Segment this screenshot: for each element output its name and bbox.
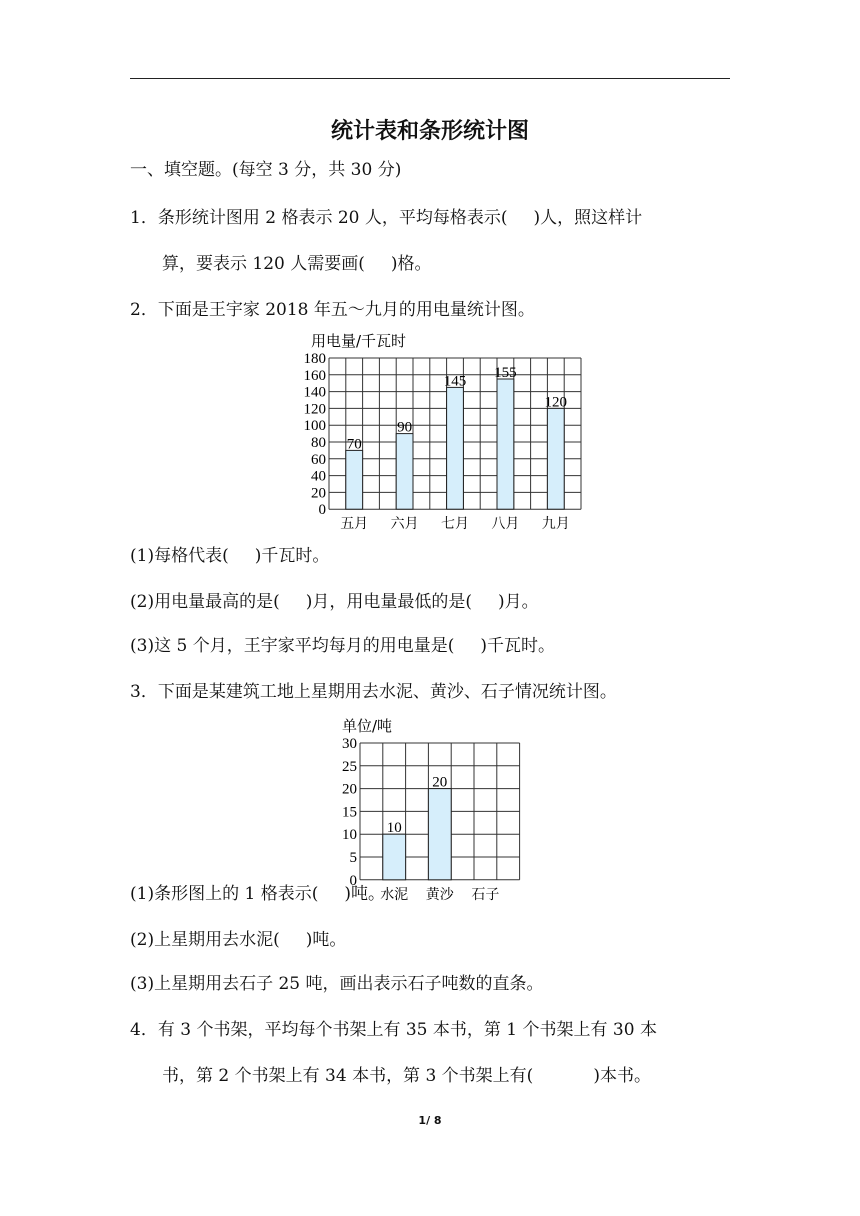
y-tick-label: 40 xyxy=(311,468,326,485)
y-tick-label: 180 xyxy=(303,351,326,367)
y-tick-label: 160 xyxy=(303,367,326,384)
question-4-line-2: 书，第 2 个书架上有 34 本书，第 3 个书架上有( )本书。 xyxy=(162,1066,651,1086)
y-axis-label: 用电量/千瓦时 xyxy=(311,332,407,350)
y-tick-label: 20 xyxy=(342,781,357,798)
y-tick-label: 25 xyxy=(342,758,357,775)
y-axis-label: 单位/吨 xyxy=(342,717,393,735)
question-1-line-2: 算，要表示 120 人需要画( )格。 xyxy=(162,254,432,274)
electricity-bar-chart xyxy=(270,328,590,532)
data-label: 90 xyxy=(397,419,413,436)
category-label: 石子 xyxy=(471,886,500,903)
page-number: 1/ 8 xyxy=(418,1114,442,1127)
y-tick-label: 10 xyxy=(342,827,357,844)
data-label: 70 xyxy=(346,436,362,453)
question-3-sub-2: (2)上星期用去水泥( )吨。 xyxy=(130,930,347,950)
section-heading: 一、填空题。(每空 3 分，共 30 分) xyxy=(130,160,402,180)
question-2-sub-3: (3)这 5 个月，王宇家平均每月的用电量是( )千瓦时。 xyxy=(130,636,555,656)
data-label: 10 xyxy=(386,820,402,837)
data-label: 120 xyxy=(544,394,568,411)
bar xyxy=(497,379,514,509)
y-tick-label: 5 xyxy=(349,850,357,866)
y-tick-label: 80 xyxy=(311,435,326,451)
y-tick-label: 0 xyxy=(349,872,357,889)
y-tick-label: 60 xyxy=(311,451,326,468)
question-1-line-1: 1．条形统计图用 2 格表示 20 人，平均每格表示( )人，照这样计 xyxy=(130,208,643,228)
data-label: 20 xyxy=(432,774,448,791)
category-label: 七月 xyxy=(441,516,469,533)
question-number: 2． xyxy=(130,300,158,320)
bar xyxy=(383,834,406,880)
bar xyxy=(428,789,451,880)
bar xyxy=(396,434,413,510)
category-label: 六月 xyxy=(390,516,419,533)
materials-bar-chart xyxy=(320,712,530,903)
bar xyxy=(547,408,564,509)
y-tick-label: 30 xyxy=(342,736,357,752)
question-number: 3． xyxy=(130,682,158,702)
question-2-sub-2: (2)用电量最高的是( )月，用电量最低的是( )月。 xyxy=(130,592,539,612)
y-tick-label: 120 xyxy=(303,401,326,418)
y-tick-label: 15 xyxy=(342,804,357,821)
question-number: 1． xyxy=(130,208,158,228)
category-label: 五月 xyxy=(340,516,369,533)
category-label: 黄沙 xyxy=(425,886,454,903)
page-title: 统计表和条形统计图 xyxy=(330,119,529,144)
question-4-line-1: 4．有 3 个书架，平均每个书架上有 35 本书，第 1 个书架上有 30 本 xyxy=(130,1020,657,1040)
data-label: 155 xyxy=(494,365,517,381)
question-3-sub-1: (1)条形图上的 1 格表示( )吨。 xyxy=(130,884,385,904)
question-3-sub-3: (3)上星期用去石子 25 吨，画出表示石子吨数的直条。 xyxy=(130,974,544,994)
data-label: 145 xyxy=(443,373,467,390)
category-label: 水泥 xyxy=(380,886,409,903)
question-3-text: 3．下面是某建筑工地上星期用去水泥、黄沙、石子情况统计图。 xyxy=(130,682,617,702)
question-2-text: 2．下面是王宇家 2018 年五～九月的用电量统计图。 xyxy=(130,300,535,320)
y-tick-label: 100 xyxy=(303,418,326,435)
bar xyxy=(447,387,464,509)
question-2-sub-1: (1)每格代表( )千瓦时。 xyxy=(130,546,330,566)
question-number: 4． xyxy=(130,1020,158,1040)
y-tick-label: 0 xyxy=(318,502,326,519)
header-rule xyxy=(130,78,730,79)
y-tick-label: 20 xyxy=(311,485,326,502)
bar xyxy=(346,450,363,509)
category-label: 八月 xyxy=(491,516,520,533)
category-label: 九月 xyxy=(541,516,570,533)
y-tick-label: 140 xyxy=(303,384,326,401)
